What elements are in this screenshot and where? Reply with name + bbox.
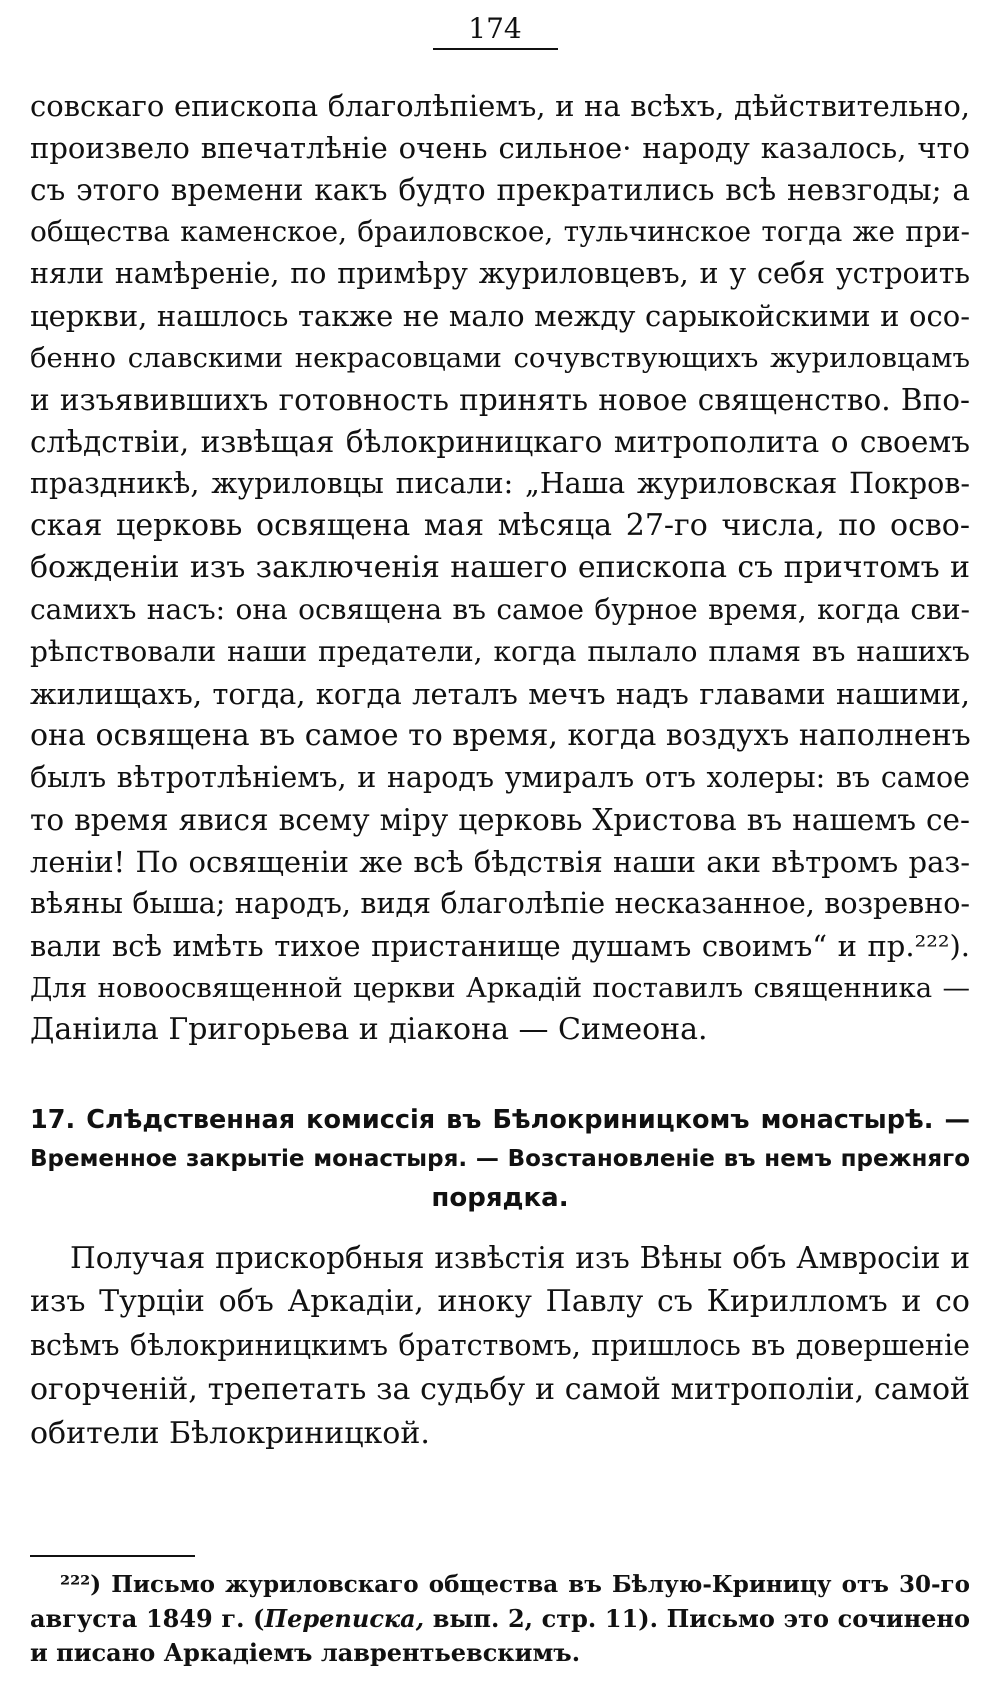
text-line: Даніила Григорьева и діакона — Симеона. (30, 1012, 708, 1047)
text-line: самихъ насъ: она освящена въ самое бурное время, когда сви- (30, 593, 970, 626)
text-line: ская церковь освящена мая мѣсяца 27-го числа, по осво- (30, 508, 970, 543)
text-line: общества каменское, браиловское, тульчинское тогда же при- (30, 215, 970, 248)
text-line: всѣмъ бѣлокриницкимъ братствомъ, пришлось въ довершеніе (30, 1329, 970, 1362)
text-line: праздникѣ, журиловцы писали: „Наша журиловская Покров- (30, 467, 970, 500)
text-line: и изъявившихъ готовность принять новое священство. Впо- (30, 383, 970, 417)
page-number: 174 (468, 12, 522, 45)
text-line: она освящена въ самое то время, когда воздухъ наполненъ (30, 718, 971, 753)
text-line: божденіи изъ заключенія нашего епископа съ причтомъ и (30, 550, 970, 585)
text-line: Получая прискорбныя извѣстія изъ Вѣны объ Амвросіи и (70, 1241, 970, 1275)
text-line: бенно славскими некрасовцами сочувствующихъ журиловцамъ (30, 342, 970, 374)
footnote-line (30, 1604, 970, 1634)
text-line: слѣдствіи, извѣщая бѣлокриницкаго митрополита о своемъ (30, 425, 970, 459)
text-line: леніи! По освященіи же всѣ бѣдствія наши аки вѣтромъ раз- (30, 845, 970, 879)
text-line: вѣяны быша; народъ, видя благолѣпіе несказанное, возревно- (30, 887, 970, 920)
footnote-citation-title: Переписка, (264, 1604, 425, 1633)
heading-line: Временное закрытіе монастыря. — Возстановленіе въ немъ прежняго (30, 1146, 970, 1172)
heading-line: порядка. (431, 1183, 569, 1213)
text-line: совскаго епископа благолѣпіемъ, и на всѣхъ, дѣйствительно, (30, 89, 970, 123)
text-line: то время явися всему міру церковь Христова въ нашемъ се- (30, 803, 970, 837)
text-line: обители Бѣлокриницкой. (30, 1416, 430, 1451)
text-line: жилищахъ, тогда, когда леталъ мечъ надъ главами нашими, (30, 677, 970, 711)
footnote-text: вып. 2, стр. 11). Письмо это сочинено (424, 1604, 970, 1633)
footnote-text: августа 1849 г. ( (30, 1604, 265, 1633)
text-line: няли намѣреніе, по примѣру журиловцевъ, и у себя устроить (30, 257, 970, 290)
text-line: Для новоосвященной церкви Аркадій поставилъ священника — (30, 972, 970, 1004)
footnote-marker: ²²²) (60, 1571, 102, 1598)
text-line: съ этого времени какъ будто прекратились всѣ невзгоды; а (30, 173, 970, 207)
footnote-rule (30, 1555, 195, 1557)
text-line: вали всѣ имѣть тихое пристанище душамъ своимъ“ и пр.²²²). (30, 929, 970, 963)
text-line: рѣпствовали наши предатели, когда пылало пламя въ нашихъ (30, 635, 970, 668)
heading-line: 17. Слѣдственная комиссія въ Бѣлокриницкомъ монастырѣ. — (30, 1105, 970, 1135)
footnote-text: Письмо журиловскаго общества въ Бѣлую-Криницу отъ 30-го (111, 1571, 970, 1598)
footnote-line: и писано Аркадіемъ лаврентьевскимъ. (30, 1638, 581, 1667)
header-rule (433, 48, 558, 50)
text-line: огорченій, трепетать за судьбу и самой митрополіи, самой (30, 1372, 970, 1407)
footnote-line (60, 1570, 970, 1600)
text-line: произвело впечатлѣніе очень сильное· народу казалось, что (30, 131, 970, 165)
text-line: былъ вѣтротлѣніемъ, и народъ умиралъ отъ холеры: въ самое (30, 761, 970, 794)
text-line: изъ Турціи объ Аркадіи, иноку Павлу съ Кирилломъ и со (30, 1284, 970, 1319)
text-line: церкви, нашлось также не мало между сарыкойскими и осо- (30, 299, 970, 333)
